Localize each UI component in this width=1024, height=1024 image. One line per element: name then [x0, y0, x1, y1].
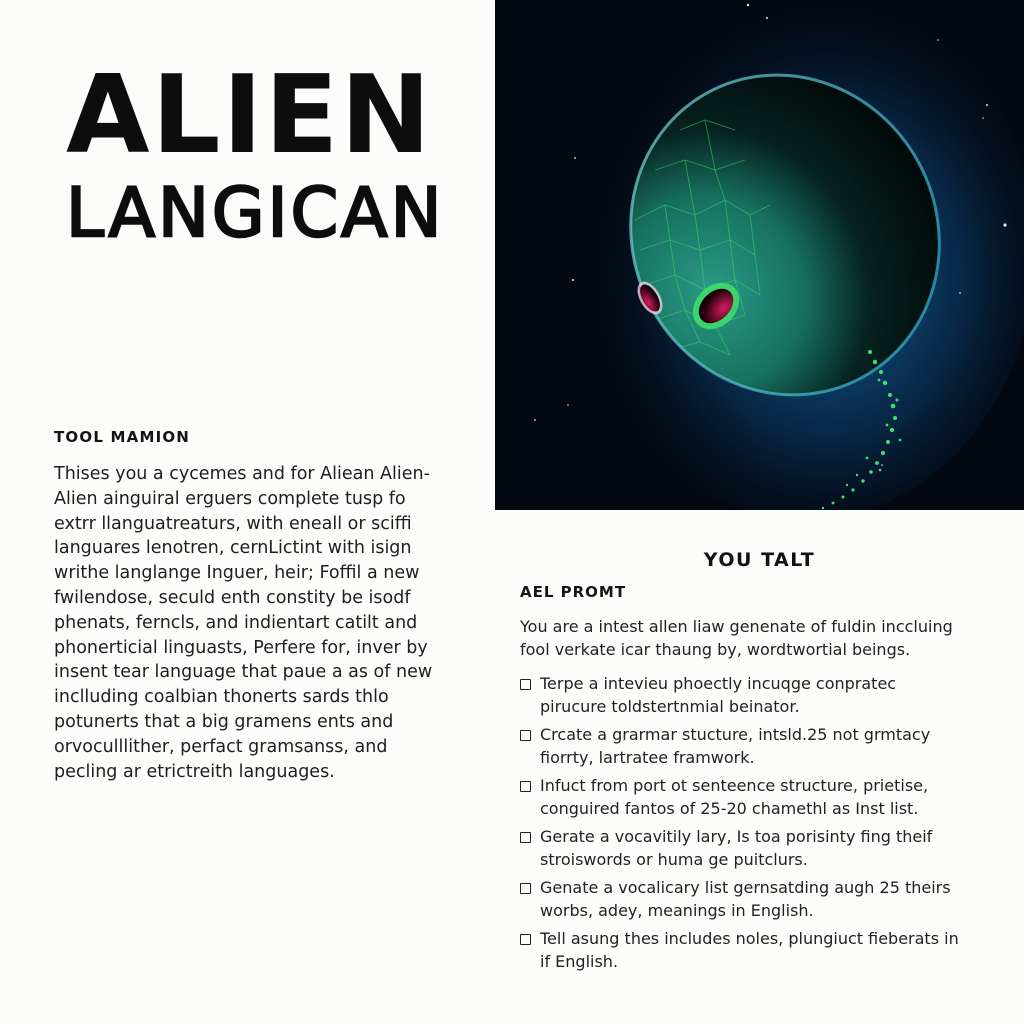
task-text: Genate a vocalicary list gernsatding augh 25 theirs: [540, 878, 951, 897]
body-line: Alien ainguiral erguers complete tusp fo: [54, 488, 406, 509]
left-section-body: [54, 462, 464, 784]
task-text: worbs, adey, meanings in English.: [540, 901, 814, 920]
body-line: languares lenotren, cernLictint with isign: [54, 538, 412, 559]
body-line: insent tear language that paue a as of new: [54, 662, 433, 683]
left-section-heading: TOOL MAMION: [54, 428, 191, 446]
checklist-item: [520, 723, 1000, 769]
checkbox-icon[interactable]: [520, 781, 531, 792]
task-text: Infuct from port ot senteence structure, prietise,: [540, 776, 929, 795]
body-line: Thises you a cycemes and for Aliean Alien-: [54, 464, 430, 484]
right-section-heading: YOU TALT: [703, 549, 816, 571]
prompt-intro: [520, 616, 980, 661]
alien-hero-image: [495, 0, 1024, 510]
checkbox-icon[interactable]: [520, 883, 531, 894]
right-section-subheading: AEL PROMT: [520, 583, 627, 601]
task-text: fiorrty, lartratee framwork.: [540, 748, 755, 767]
checkbox-icon[interactable]: [520, 832, 531, 843]
title-line-2: LANGICAN: [66, 174, 445, 253]
checklist-item: [520, 876, 1000, 922]
task-text: Terpe a intevieu phoectly incuqge conpratec: [540, 674, 897, 693]
task-text: Gerate a vocavitily lary, Is toa porisinty fing theif: [540, 827, 933, 846]
body-line: fwilendose, seculd enth constity be isodf: [54, 587, 411, 608]
task-text: Tell asung thes includes noles, plungiuct fieberats in: [540, 929, 959, 948]
body-line: orvoculllither, perfact gramsanss, and: [54, 736, 388, 757]
task-text: conguired fantos of 25-20 chamethl as Inst list.: [540, 799, 919, 818]
task-text: stroiswords or huma ge puitclurs.: [540, 850, 808, 869]
task-checklist: [520, 672, 1000, 978]
body-line: extrr llanguatreaturs, with eneall or sciffi: [54, 513, 412, 534]
body-line: potunerts that a big gramens ents and: [54, 711, 394, 732]
title-line-1: ALIEN: [66, 53, 433, 178]
checkbox-icon[interactable]: [520, 730, 531, 741]
checklist-item: [520, 927, 1000, 973]
checklist-item: [520, 825, 1000, 871]
checklist-item: [520, 774, 1000, 820]
intro-line: fool verkate icar thaung by, wordtwortial beings.: [520, 639, 911, 659]
task-text: pirucure toldstertnmial beinator.: [540, 697, 800, 716]
body-line: writhe langlange Inguer, heir; Foffil a new: [54, 563, 420, 584]
alien-illustration: [495, 0, 1024, 510]
intro-line: You are a intest allen liaw genenate of fuldin inccluing: [520, 617, 953, 636]
body-line: pecling ar etrictreith languages.: [54, 761, 335, 782]
checkbox-icon[interactable]: [520, 679, 531, 690]
task-text: if English.: [540, 952, 619, 971]
page-title: [66, 53, 445, 253]
checkbox-icon[interactable]: [520, 934, 531, 945]
checklist-item: [520, 672, 1000, 718]
body-line: phonerticial linguasts, Perfere for, inver by: [54, 637, 428, 658]
task-text: Crcate a grarmar stucture, intsld.25 not grmtacy: [540, 725, 931, 744]
body-line: inclluding coalbian thonerts sards thlo: [54, 687, 389, 708]
body-line: phenats, ferncls, and indientart catilt and: [54, 612, 418, 633]
